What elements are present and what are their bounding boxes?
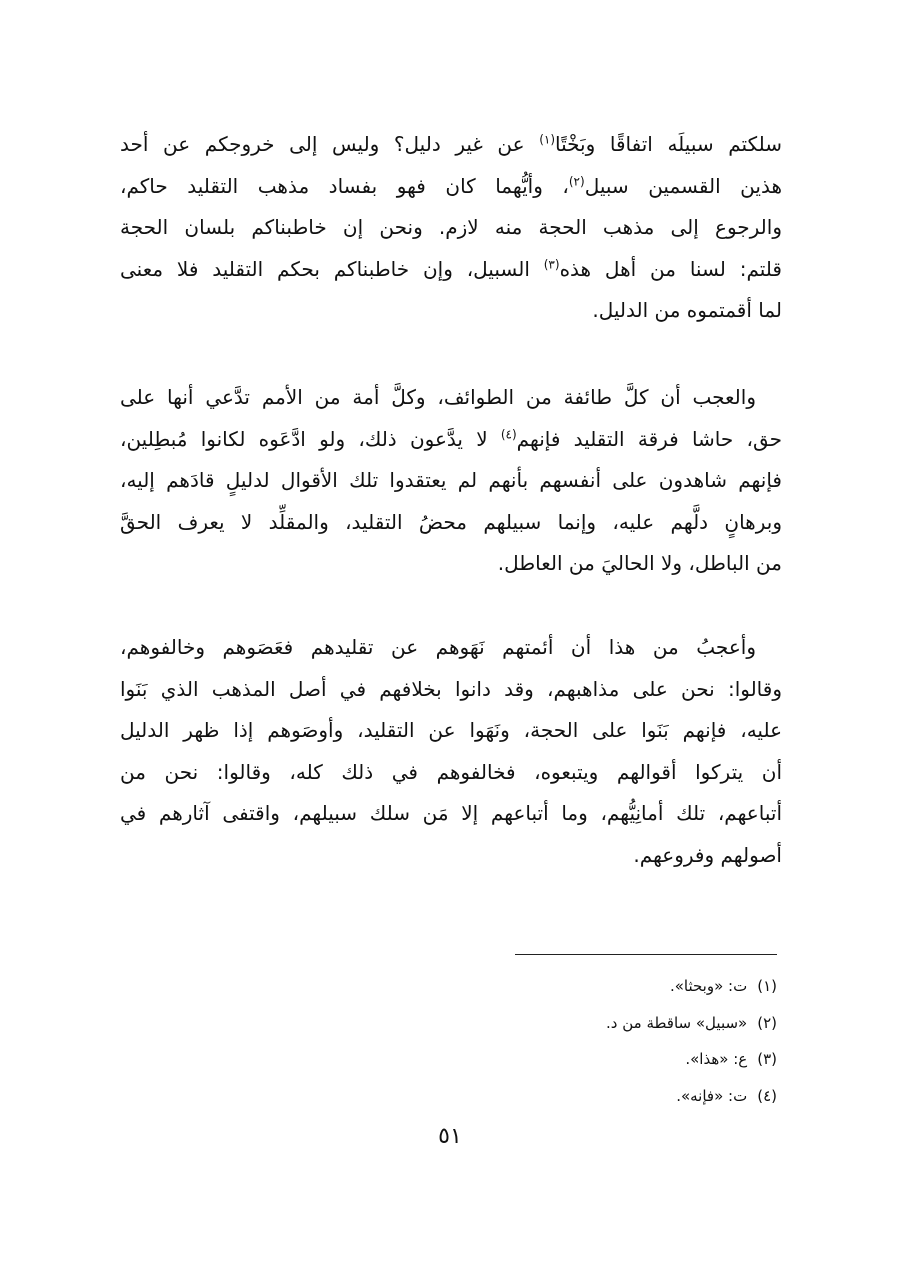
footnotes xyxy=(606,968,777,1114)
footnote-marker: (٤) xyxy=(500,426,517,441)
paragraph-2 xyxy=(120,377,782,585)
text-line: فإنهم شاهدون على أنفسهم بأنهم لم يعتقدوا تلك الأقوال لدليلٍ قادَهم إليه، xyxy=(120,468,782,492)
footnote-text: ع: «هذا». xyxy=(685,1050,748,1068)
text-line: هذين القسمين سبيل$^{(٢)}$، وأيُّهما كان فهو بفساد مذهب التقليد حاكم، xyxy=(120,173,782,198)
footnote-text: ت: «فإنه». xyxy=(676,1086,748,1105)
text-line: أصولهم وفروعهم. xyxy=(633,842,782,867)
paragraph-3 xyxy=(120,627,782,876)
footnote xyxy=(606,1078,777,1115)
footnote xyxy=(606,1041,777,1078)
text-line: وأعجبُ من هذا أن أئمتهم نَهَوهم عن تقليدهم فعَصَوهم وخالفوهم، xyxy=(120,635,756,659)
footnote-marker: (٢) xyxy=(568,173,585,188)
text-line: والعجب أن كلَّ طائفة من الطوائف، وكلَّ أمة من الأمم تدَّعي أنها على xyxy=(120,385,756,409)
text-line: من الباطل، ولا الحاليَ من العاطل. xyxy=(497,551,782,575)
text-line: لما أقمتموه من الدليل. xyxy=(592,298,782,322)
text-line: قلتم: لسنا من أهل هذه$^{(٣)}$ السبيل، وإن خاطبناكم بحكم التقليد فلا معنى xyxy=(120,256,782,281)
text-line: وقالوا: نحن على مذاهبهم، وقد دانوا بخلافهم في أصل المذهب الذي بَنَوا xyxy=(120,676,782,701)
footnote-marker: (١) xyxy=(539,132,556,147)
text-line: سلكتم سبيلَه اتفاقًا وبَخْتًا$^{(١)}$ عن غير دليل؟ وليس إلى خروجكم عن أحد xyxy=(120,132,782,156)
footnote-text: «سبيل» ساقطة من د. xyxy=(606,1013,748,1032)
footnote xyxy=(606,968,777,1005)
footnote-number: (٤) xyxy=(757,1086,777,1105)
paragraph-1 xyxy=(120,124,782,332)
footnote-number: (٢) xyxy=(757,1013,777,1032)
text-line: والرجوع إلى مذهب الحجة منه لازم. ونحن إن خاطبناكم بلسان الحجة xyxy=(120,215,782,239)
footnote-number: (١) xyxy=(757,977,777,995)
footnote xyxy=(606,1005,777,1042)
text-line: أتباعهم، تلك أمانِيُّهم، وما أتباعهم إلا مَن سلك سبيلهم، واقتفى آثارهم في xyxy=(120,801,782,825)
page-number: ٥١ xyxy=(438,1124,462,1149)
footnote-separator xyxy=(515,954,777,955)
footnote-number: (٣) xyxy=(757,1050,777,1068)
text-line: حق، حاشا فرقة التقليد فإنهم$^{(٤)}$ لا يدَّعون ذلك، ولو ادَّعَوه لكانوا مُبطِلين، xyxy=(120,426,782,451)
footnote-marker: (٣) xyxy=(543,256,560,271)
text-line: وبرهانٍ دلَّهم عليه، وإنما سبيلهم محضُ التقليد، والمقلِّد لا يعرف الحقَّ xyxy=(120,509,782,534)
text-line: عليه، فإنهم بَنَوا على الحجة، ونَهَوا عن التقليد، وأوصَوهم إذا ظهر الدليل xyxy=(120,718,782,742)
text-line: أن يتركوا أقوالهم ويتبعوه، فخالفوهم في ذلك كله، وقالوا: نحن من xyxy=(120,759,782,784)
footnote-text: ت: «وبحثا». xyxy=(669,977,748,995)
